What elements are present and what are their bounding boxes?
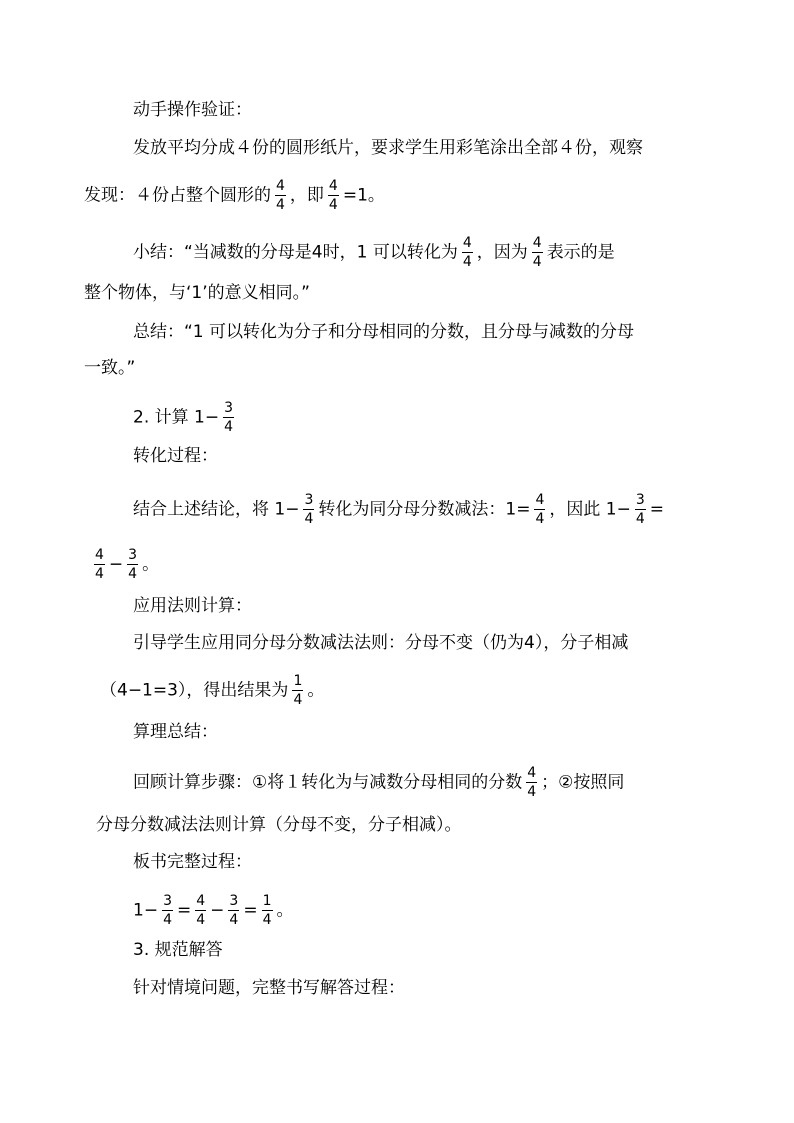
paragraph-line: $\frac{4}{4}$ − $\frac{3}{4}$ 。 xyxy=(95,547,160,582)
section-heading-2: 2. 计算 1− $\frac{3}{4}$ xyxy=(133,400,234,435)
section-heading-3: 3. 规范解答 xyxy=(133,940,223,960)
fraction-four-fourths: $\frac{4}{4}$ xyxy=(527,765,537,800)
fraction-three-fourths: $\frac{3}{4}$ xyxy=(128,547,138,582)
fraction-four-fourths: $\frac{4}{4}$ xyxy=(196,893,206,928)
paragraph-line: 发放平均分成４份的圆形纸片，要求学生用彩笔涂出全部４份，观察 xyxy=(133,138,643,158)
heading-hands-on: 动手操作验证： xyxy=(133,100,252,120)
paragraph-line: 一致。” xyxy=(84,358,136,378)
fraction-three-fourths: $\frac{3}{4}$ xyxy=(635,492,645,527)
fraction-four-fourths: $\frac{4}{4}$ xyxy=(276,178,285,213)
fraction-three-fourths: $\frac{3}{4}$ xyxy=(304,492,314,527)
paragraph-line: 小结：“当减数的分母是4时，1 可以转化为 $\frac{4}{4}$ ，因为 $\frac{4}{4}$ 表示的是 xyxy=(133,235,615,270)
heading-board-process: 板书完整过程： xyxy=(133,852,252,872)
fraction-three-fourths: $\frac{3}{4}$ xyxy=(229,893,239,928)
equation-line: 1− $\frac{3}{4}$ = $\frac{4}{4}$ − $\frac{3}{4}$ = $\frac{1}{4}$ 。 xyxy=(133,893,294,928)
fraction-four-fourths: $\frac{4}{4}$ xyxy=(328,178,338,213)
fraction-one-fourth: $\frac{1}{4}$ xyxy=(293,673,303,708)
paragraph-line: 引导学生应用同分母分数减法法则：分母不变（仍为4），分子相减 xyxy=(133,633,629,653)
fraction-four-fourths: $\frac{4}{4}$ xyxy=(532,235,542,270)
paragraph-line: 发现：４份占整个圆形的 $\frac{4}{4}$ ，即 $\frac{4}{4}$ =1。 xyxy=(84,178,385,213)
paragraph-line: 整个物体，与‘1’的意义相同。” xyxy=(84,283,310,303)
paragraph-line: 针对情境问题，完整书写解答过程： xyxy=(133,978,405,998)
heading-apply-rule: 应用法则计算： xyxy=(133,596,252,616)
fraction-three-fourths: $\frac{3}{4}$ xyxy=(163,893,172,928)
heading-summary: 算理总结： xyxy=(133,722,218,742)
heading-conversion: 转化过程： xyxy=(133,446,218,466)
fraction-four-fourths: $\frac{4}{4}$ xyxy=(535,492,545,527)
paragraph-line: 结合上述结论，将 1− $\frac{3}{4}$ 转化为同分母分数减法：1= $\frac{4}{4}$ ，因此 1− $\frac{3}{4}$ = xyxy=(133,492,665,527)
fraction-one-fourth: $\frac{1}{4}$ xyxy=(262,893,272,928)
paragraph-line: 总结：“1 可以转化为分子和分母相同的分数，且分母与减数的分母 xyxy=(133,322,635,342)
fraction-three-fourths: $\frac{3}{4}$ xyxy=(224,400,234,435)
paragraph-line: 回顾计算步骤：①将１转化为与减数分母相同的分数 $\frac{4}{4}$ ；②按照同 xyxy=(133,765,625,800)
paragraph-line: （4−1=3），得出结果为 $\frac{1}{4}$ 。 xyxy=(100,673,325,708)
fraction-four-fourths: $\frac{4}{4}$ xyxy=(95,547,104,582)
paragraph-line: 分母分数减法法则计算（分母不变，分子相减）。 xyxy=(96,815,462,835)
fraction-four-fourths: $\frac{4}{4}$ xyxy=(462,235,472,270)
